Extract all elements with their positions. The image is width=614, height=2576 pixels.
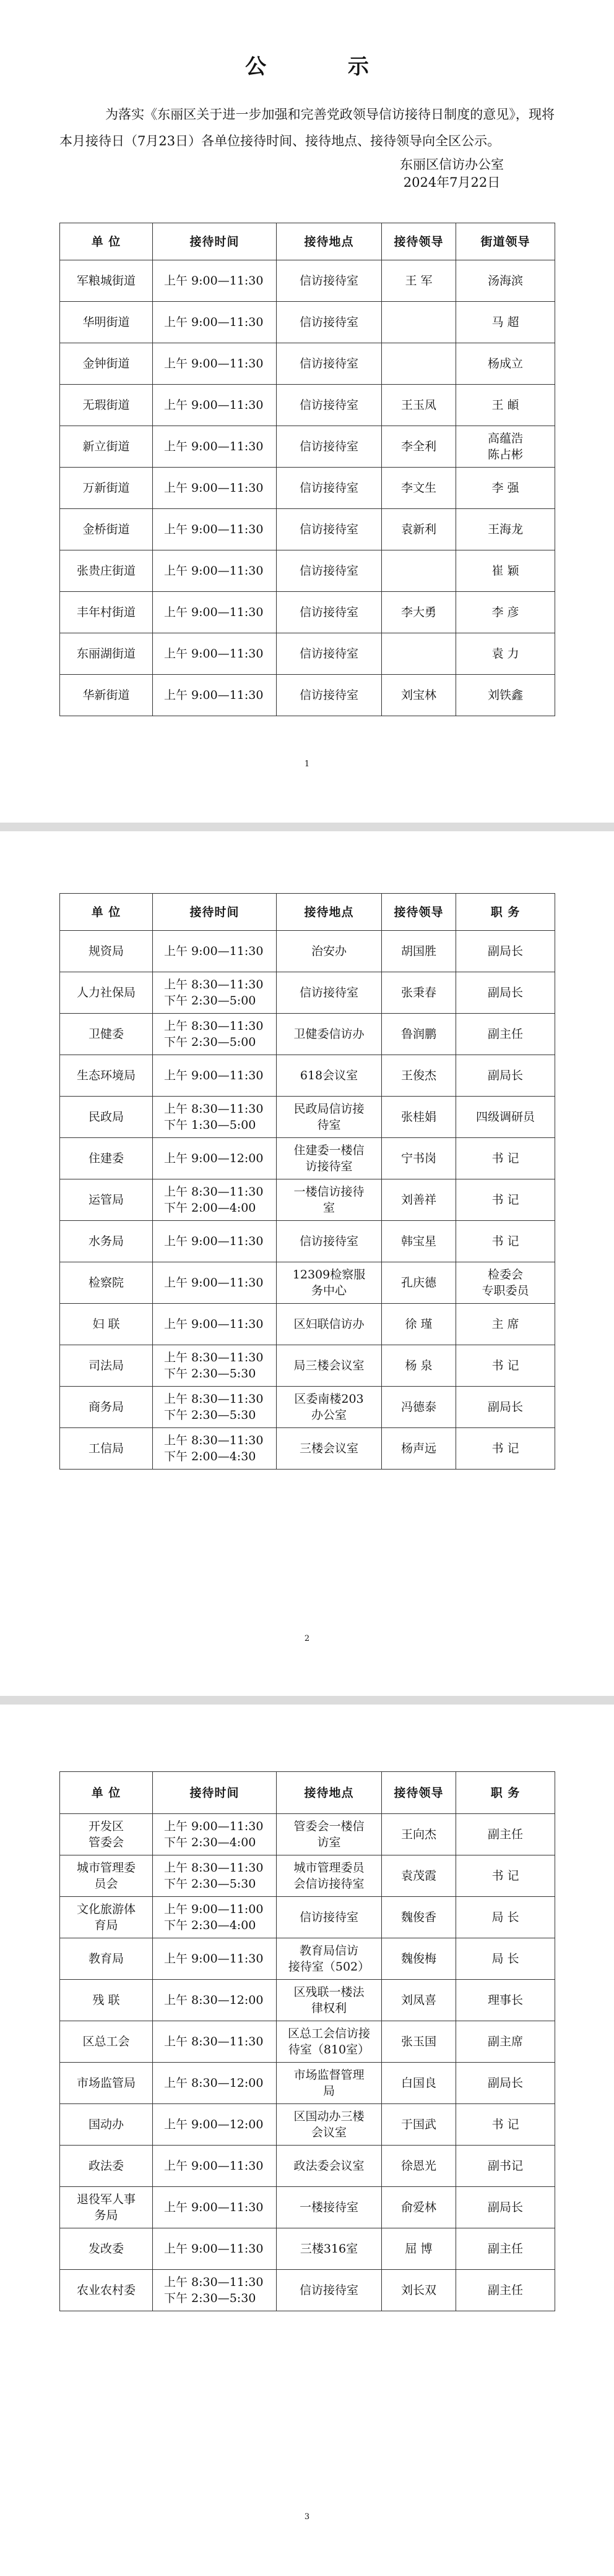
location-cell: 区国动办三楼 会议室 bbox=[277, 2104, 382, 2146]
table-row bbox=[60, 550, 555, 592]
time-cell: 上午 8:30—11:30 下午 1:30—5:00 bbox=[153, 1097, 277, 1138]
role-cell: 书 记 bbox=[456, 1428, 555, 1470]
location-cell: 教育局信访 接待室（502） bbox=[277, 1938, 382, 1980]
unit-cell: 张贵庄街道 bbox=[60, 550, 153, 592]
column-header: 单 位 bbox=[60, 223, 153, 260]
role-cell: 副主任 bbox=[456, 2270, 555, 2311]
unit-cell: 人力社保局 bbox=[60, 972, 153, 1014]
leader-cell: 张秉春 bbox=[382, 972, 456, 1014]
time-cell: 上午 9:00—12:00 bbox=[153, 1138, 277, 1179]
time-cell: 上午 9:00—11:30 bbox=[153, 592, 277, 633]
unit-cell: 检察院 bbox=[60, 1262, 153, 1304]
leader-cell: 袁新利 bbox=[382, 509, 456, 550]
table-row bbox=[60, 1304, 555, 1345]
unit-cell: 发改委 bbox=[60, 2228, 153, 2270]
table-row bbox=[60, 1428, 555, 1470]
leader-cell: 魏俊梅 bbox=[382, 1938, 456, 1980]
time-cell: 上午 9:00—11:30 bbox=[153, 1221, 277, 1262]
role-cell: 王 頔 bbox=[456, 385, 555, 426]
signature-block bbox=[384, 156, 520, 192]
location-cell: 一楼信访接待 室 bbox=[277, 1179, 382, 1221]
intro-paragraph: 为落实《东丽区关于进一步加强和完善党政领导信访接待日制度的意见》，现将本月接待日（7月23日）各单位接待时间、接待地点、接待领导向全区公示。 bbox=[59, 107, 555, 148]
unit-cell: 民政局 bbox=[60, 1097, 153, 1138]
column-header: 接待地点 bbox=[277, 223, 382, 260]
time-cell: 上午 8:30—11:30 bbox=[153, 2021, 277, 2063]
leader-cell: 白国良 bbox=[382, 2063, 456, 2104]
leader-cell: 俞爱林 bbox=[382, 2187, 456, 2228]
time-cell: 上午 9:00—11:30 bbox=[153, 2228, 277, 2270]
leader-cell: 刘善祥 bbox=[382, 1179, 456, 1221]
location-cell: 信访接待室 bbox=[277, 468, 382, 509]
location-cell: 局三楼会议室 bbox=[277, 1345, 382, 1387]
table-header-row bbox=[60, 1772, 555, 1814]
unit-cell: 市场监管局 bbox=[60, 2063, 153, 2104]
column-header: 单 位 bbox=[60, 1772, 153, 1814]
role-cell: 副主席 bbox=[456, 2021, 555, 2063]
location-cell: 区委南楼203 办公室 bbox=[277, 1387, 382, 1428]
role-cell: 王海龙 bbox=[456, 509, 555, 550]
location-cell: 卫健委信访办 bbox=[277, 1014, 382, 1055]
time-cell: 上午 8:30—11:30 下午 2:30—5:00 bbox=[153, 1014, 277, 1055]
role-cell: 李 彦 bbox=[456, 592, 555, 633]
role-cell: 袁 力 bbox=[456, 633, 555, 675]
role-cell: 副主任 bbox=[456, 1014, 555, 1055]
role-cell: 局 长 bbox=[456, 1897, 555, 1938]
unit-cell: 妇 联 bbox=[60, 1304, 153, 1345]
role-cell: 汤海滨 bbox=[456, 260, 555, 302]
leader-cell: 屈 博 bbox=[382, 2228, 456, 2270]
role-cell: 刘铁鑫 bbox=[456, 675, 555, 716]
leader-cell: 胡国胜 bbox=[382, 931, 456, 972]
role-cell: 局 长 bbox=[456, 1938, 555, 1980]
location-cell: 信访接待室 bbox=[277, 426, 382, 468]
leader-cell: 韩宝星 bbox=[382, 1221, 456, 1262]
table-row bbox=[60, 343, 555, 385]
column-header: 街道领导 bbox=[456, 223, 555, 260]
department-schedule-table-continued bbox=[59, 1771, 555, 2311]
unit-cell: 区总工会 bbox=[60, 2021, 153, 2063]
table-row bbox=[60, 1938, 555, 1980]
time-cell: 上午 9:00—11:30 下午 2:30—4:00 bbox=[153, 1814, 277, 1855]
table-row bbox=[60, 1097, 555, 1138]
table-row bbox=[60, 426, 555, 468]
time-cell: 上午 8:30—12:00 bbox=[153, 1980, 277, 2021]
page-number: 1 bbox=[304, 760, 310, 769]
location-cell: 信访接待室 bbox=[277, 972, 382, 1014]
table-row bbox=[60, 468, 555, 509]
location-cell: 市场监督管理 局 bbox=[277, 2063, 382, 2104]
role-cell: 副局长 bbox=[456, 2187, 555, 2228]
table-row bbox=[60, 1814, 555, 1855]
leader-cell: 宁书岗 bbox=[382, 1138, 456, 1179]
role-cell: 副局长 bbox=[456, 1387, 555, 1428]
page-title: 公 示 bbox=[245, 54, 406, 79]
role-cell: 副局长 bbox=[456, 931, 555, 972]
role-cell: 理事长 bbox=[456, 1980, 555, 2021]
location-cell: 信访接待室 bbox=[277, 1221, 382, 1262]
leader-cell bbox=[382, 550, 456, 592]
location-cell: 信访接待室 bbox=[277, 385, 382, 426]
table-row bbox=[60, 1345, 555, 1387]
column-header: 职 务 bbox=[456, 894, 555, 931]
column-header: 接待地点 bbox=[277, 894, 382, 931]
location-cell: 信访接待室 bbox=[277, 592, 382, 633]
leader-cell: 冯德泰 bbox=[382, 1387, 456, 1428]
table-row bbox=[60, 1055, 555, 1097]
leader-cell: 杨 泉 bbox=[382, 1345, 456, 1387]
role-cell: 书 记 bbox=[456, 1345, 555, 1387]
table-row bbox=[60, 972, 555, 1014]
location-cell: 三楼316室 bbox=[277, 2228, 382, 2270]
location-cell: 政法委会议室 bbox=[277, 2146, 382, 2187]
location-cell: 住建委一楼信 访接待室 bbox=[277, 1138, 382, 1179]
leader-cell bbox=[382, 302, 456, 343]
leader-cell: 李全利 bbox=[382, 426, 456, 468]
time-cell: 上午 9:00—11:30 bbox=[153, 1262, 277, 1304]
location-cell: 民政局信访接 待室 bbox=[277, 1097, 382, 1138]
time-cell: 上午 8:30—11:30 下午 2:30—5:30 bbox=[153, 1855, 277, 1897]
page-number: 2 bbox=[304, 1634, 310, 1643]
column-header: 接待时间 bbox=[153, 223, 277, 260]
time-cell: 上午 9:00—11:30 bbox=[153, 1055, 277, 1097]
issuer-name: 东丽区信访办公室 bbox=[400, 157, 504, 172]
table-row bbox=[60, 1897, 555, 1938]
time-cell: 上午 9:00—11:00 下午 2:30—4:00 bbox=[153, 1897, 277, 1938]
table-row bbox=[60, 675, 555, 716]
location-cell: 信访接待室 bbox=[277, 675, 382, 716]
unit-cell: 卫健委 bbox=[60, 1014, 153, 1055]
table-row bbox=[60, 385, 555, 426]
location-cell: 治安办 bbox=[277, 931, 382, 972]
time-cell: 上午 9:00—11:30 bbox=[153, 1304, 277, 1345]
leader-cell: 张玉国 bbox=[382, 2021, 456, 2063]
page-1 bbox=[0, 0, 614, 823]
unit-cell: 华新街道 bbox=[60, 675, 153, 716]
role-cell: 检委会 专职委员 bbox=[456, 1262, 555, 1304]
unit-cell: 运管局 bbox=[60, 1179, 153, 1221]
location-cell: 618会议室 bbox=[277, 1055, 382, 1097]
table-row bbox=[60, 2146, 555, 2187]
time-cell: 上午 8:30—11:30 下午 2:30—5:30 bbox=[153, 2270, 277, 2311]
location-cell: 信访接待室 bbox=[277, 302, 382, 343]
role-cell: 副局长 bbox=[456, 972, 555, 1014]
unit-cell: 水务局 bbox=[60, 1221, 153, 1262]
location-cell: 信访接待室 bbox=[277, 1897, 382, 1938]
table-row bbox=[60, 1262, 555, 1304]
unit-cell: 金桥街道 bbox=[60, 509, 153, 550]
time-cell: 上午 9:00—11:30 bbox=[153, 468, 277, 509]
table-row bbox=[60, 260, 555, 302]
column-header: 接待地点 bbox=[277, 1772, 382, 1814]
role-cell: 高蕴浩 陈占彬 bbox=[456, 426, 555, 468]
role-cell: 副主任 bbox=[456, 1814, 555, 1855]
table-row bbox=[60, 2021, 555, 2063]
leader-cell: 刘宝林 bbox=[382, 675, 456, 716]
location-cell: 三楼会议室 bbox=[277, 1428, 382, 1470]
unit-cell: 残 联 bbox=[60, 1980, 153, 2021]
leader-cell bbox=[382, 343, 456, 385]
unit-cell: 国动办 bbox=[60, 2104, 153, 2146]
unit-cell: 华明街道 bbox=[60, 302, 153, 343]
unit-cell: 农业农村委 bbox=[60, 2270, 153, 2311]
column-header: 接待时间 bbox=[153, 1772, 277, 1814]
time-cell: 上午 9:00—11:30 bbox=[153, 426, 277, 468]
column-header: 接待领导 bbox=[382, 1772, 456, 1814]
unit-cell: 无瑕街道 bbox=[60, 385, 153, 426]
unit-cell: 工信局 bbox=[60, 1428, 153, 1470]
column-header: 接待领导 bbox=[382, 894, 456, 931]
unit-cell: 开发区 管委会 bbox=[60, 1814, 153, 1855]
leader-cell bbox=[382, 633, 456, 675]
unit-cell: 金钟街道 bbox=[60, 343, 153, 385]
column-header: 接待领导 bbox=[382, 223, 456, 260]
table-row bbox=[60, 1138, 555, 1179]
time-cell: 上午 9:00—11:30 bbox=[153, 675, 277, 716]
table-row bbox=[60, 2063, 555, 2104]
time-cell: 上午 8:30—11:30 下午 2:30—5:00 bbox=[153, 972, 277, 1014]
leader-cell: 刘长双 bbox=[382, 2270, 456, 2311]
table-row bbox=[60, 931, 555, 972]
table-row bbox=[60, 1221, 555, 1262]
table-row bbox=[60, 592, 555, 633]
table-row bbox=[60, 633, 555, 675]
time-cell: 上午 9:00—11:30 bbox=[153, 633, 277, 675]
table-header-row bbox=[60, 223, 555, 260]
time-cell: 上午 9:00—11:30 bbox=[153, 343, 277, 385]
leader-cell: 鲁润鹏 bbox=[382, 1014, 456, 1055]
location-cell: 区总工会信访接 待室（810室） bbox=[277, 2021, 382, 2063]
table-row bbox=[60, 1014, 555, 1055]
leader-cell: 杨声远 bbox=[382, 1428, 456, 1470]
time-cell: 上午 9:00—11:30 bbox=[153, 2146, 277, 2187]
time-cell: 上午 9:00—11:30 bbox=[153, 260, 277, 302]
table-row bbox=[60, 1855, 555, 1897]
role-cell: 书 记 bbox=[456, 2104, 555, 2146]
leader-cell: 王玉凤 bbox=[382, 385, 456, 426]
location-cell: 管委会一楼信 访室 bbox=[277, 1814, 382, 1855]
role-cell: 书 记 bbox=[456, 1221, 555, 1262]
unit-cell: 教育局 bbox=[60, 1938, 153, 1980]
role-cell: 副局长 bbox=[456, 1055, 555, 1097]
unit-cell: 万新街道 bbox=[60, 468, 153, 509]
time-cell: 上午 8:30—11:30 下午 2:00—4:00 bbox=[153, 1179, 277, 1221]
time-cell: 上午 9:00—11:30 bbox=[153, 550, 277, 592]
leader-cell: 孔庆德 bbox=[382, 1262, 456, 1304]
column-header: 单 位 bbox=[60, 894, 153, 931]
table-row bbox=[60, 1387, 555, 1428]
table-row bbox=[60, 1179, 555, 1221]
time-cell: 上午 9:00—11:30 bbox=[153, 385, 277, 426]
unit-cell: 东丽湖街道 bbox=[60, 633, 153, 675]
role-cell: 李 强 bbox=[456, 468, 555, 509]
location-cell: 区残联一楼法 律权利 bbox=[277, 1980, 382, 2021]
leader-cell: 徐恩光 bbox=[382, 2146, 456, 2187]
column-header: 职 务 bbox=[456, 1772, 555, 1814]
time-cell: 上午 9:00—11:30 bbox=[153, 2187, 277, 2228]
unit-cell: 规资局 bbox=[60, 931, 153, 972]
leader-cell: 袁茂霞 bbox=[382, 1855, 456, 1897]
time-cell: 上午 9:00—11:30 bbox=[153, 509, 277, 550]
unit-cell: 政法委 bbox=[60, 2146, 153, 2187]
leader-cell: 李文生 bbox=[382, 468, 456, 509]
leader-cell: 徐 瑾 bbox=[382, 1304, 456, 1345]
role-cell: 副书记 bbox=[456, 2146, 555, 2187]
table-header-row bbox=[60, 894, 555, 931]
role-cell: 马 超 bbox=[456, 302, 555, 343]
role-cell: 书 记 bbox=[456, 1138, 555, 1179]
location-cell: 12309检察服 务中心 bbox=[277, 1262, 382, 1304]
page-3 bbox=[0, 1705, 614, 2576]
issue-date: 2024年7月22日 bbox=[403, 175, 501, 190]
leader-cell: 张桂娟 bbox=[382, 1097, 456, 1138]
leader-cell: 李大勇 bbox=[382, 592, 456, 633]
location-cell: 信访接待室 bbox=[277, 509, 382, 550]
role-cell: 四级调研员 bbox=[456, 1097, 555, 1138]
time-cell: 上午 8:30—11:30 下午 2:00—4:30 bbox=[153, 1428, 277, 1470]
leader-cell: 魏俊香 bbox=[382, 1897, 456, 1938]
leader-cell: 刘凤喜 bbox=[382, 1980, 456, 2021]
time-cell: 上午 8:30—11:30 下午 2:30—5:30 bbox=[153, 1345, 277, 1387]
location-cell: 信访接待室 bbox=[277, 633, 382, 675]
role-cell: 副局长 bbox=[456, 2063, 555, 2104]
leader-cell: 王 军 bbox=[382, 260, 456, 302]
department-schedule-table bbox=[59, 893, 555, 1470]
role-cell: 书 记 bbox=[456, 1179, 555, 1221]
unit-cell: 退役军人事 务局 bbox=[60, 2187, 153, 2228]
time-cell: 上午 8:30—12:00 bbox=[153, 2063, 277, 2104]
table-row bbox=[60, 2187, 555, 2228]
street-schedule-table bbox=[59, 223, 555, 716]
unit-cell: 司法局 bbox=[60, 1345, 153, 1387]
location-cell: 城市管理委员 会信访接待室 bbox=[277, 1855, 382, 1897]
table-row bbox=[60, 2104, 555, 2146]
page-number: 3 bbox=[304, 2512, 310, 2522]
unit-cell: 军粮城街道 bbox=[60, 260, 153, 302]
table-row bbox=[60, 509, 555, 550]
time-cell: 上午 9:00—12:00 bbox=[153, 2104, 277, 2146]
unit-cell: 住建委 bbox=[60, 1138, 153, 1179]
role-cell: 书 记 bbox=[456, 1855, 555, 1897]
table-row bbox=[60, 2270, 555, 2311]
role-cell: 副主任 bbox=[456, 2228, 555, 2270]
unit-cell: 生态环境局 bbox=[60, 1055, 153, 1097]
location-cell: 一楼接待室 bbox=[277, 2187, 382, 2228]
location-cell: 信访接待室 bbox=[277, 343, 382, 385]
unit-cell: 商务局 bbox=[60, 1387, 153, 1428]
time-cell: 上午 9:00—11:30 bbox=[153, 302, 277, 343]
leader-cell: 于国武 bbox=[382, 2104, 456, 2146]
time-cell: 上午 9:00—11:30 bbox=[153, 1938, 277, 1980]
location-cell: 信访接待室 bbox=[277, 2270, 382, 2311]
table-row bbox=[60, 302, 555, 343]
leader-cell: 王向杰 bbox=[382, 1814, 456, 1855]
time-cell: 上午 9:00—11:30 bbox=[153, 931, 277, 972]
unit-cell: 新立街道 bbox=[60, 426, 153, 468]
time-cell: 上午 8:30—11:30 下午 2:30—5:30 bbox=[153, 1387, 277, 1428]
role-cell: 崔 颖 bbox=[456, 550, 555, 592]
table-row bbox=[60, 1980, 555, 2021]
unit-cell: 丰年村街道 bbox=[60, 592, 153, 633]
location-cell: 信访接待室 bbox=[277, 260, 382, 302]
page-2 bbox=[0, 831, 614, 1696]
leader-cell: 王俊杰 bbox=[382, 1055, 456, 1097]
role-cell: 杨成立 bbox=[456, 343, 555, 385]
role-cell: 主 席 bbox=[456, 1304, 555, 1345]
location-cell: 信访接待室 bbox=[277, 550, 382, 592]
unit-cell: 文化旅游体 育局 bbox=[60, 1897, 153, 1938]
table-row bbox=[60, 2228, 555, 2270]
column-header: 接待时间 bbox=[153, 894, 277, 931]
unit-cell: 城市管理委 员会 bbox=[60, 1855, 153, 1897]
location-cell: 区妇联信访办 bbox=[277, 1304, 382, 1345]
